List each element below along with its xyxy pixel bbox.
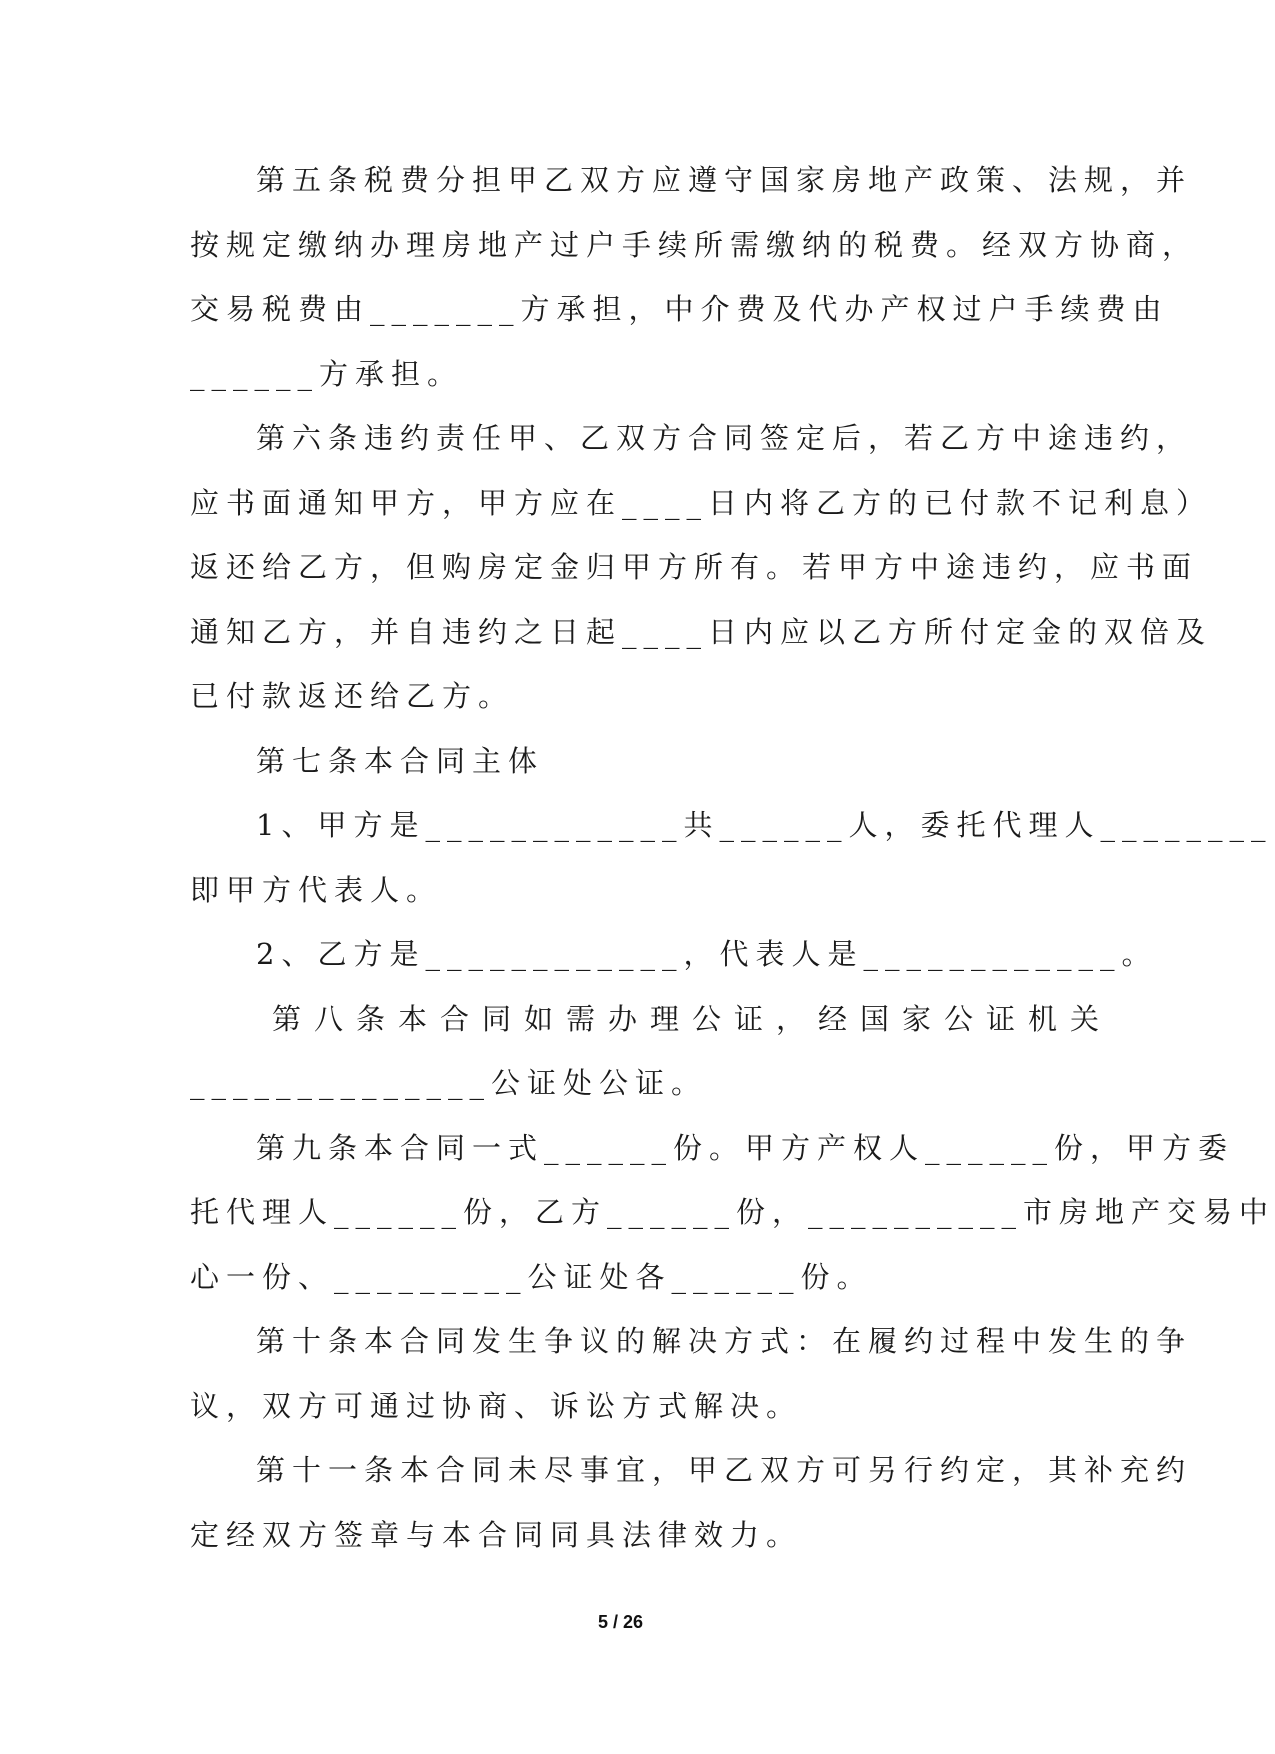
article-11-line-2: 定经双方签章与本合同同具法律效力。 [190,1517,803,1552]
article-6-line-1: 第六条违约责任甲、乙双方合同签定后，若乙方中途违约， [256,421,1193,455]
article-7-item-2: 2、乙方是____________，代表人是____________。 [256,937,1158,971]
article-6-line-5: 已付款返还给乙方。 [190,679,515,713]
article-6-line-3: 返还给乙方，但购房定金归甲方所有。若甲方中途违约，应书面 [190,550,1199,584]
article-5-line-4: ______方承担。 [190,356,464,391]
page-number: 5 / 26 [597,1612,644,1632]
article-8-line-1: 第八条本合同如需办理公证，经国家公证机关 [272,1001,1113,1036]
article-10-line-2: 议，双方可通过协商、诉讼方式解决。 [190,1388,803,1423]
article-11-line-1: 第十一条本合同未尽事宜，甲乙双方可另行约定，其补充约 [256,1453,1193,1487]
article-5-line-3: 交易税费由_______方承担，中介费及代办产权过户手续费由 [190,292,1169,326]
article-5-line-1: 第五条税费分担甲乙双方应遵守国家房地产政策、法规，并 [256,163,1193,197]
article-7-title: 第七条本合同主体 [256,743,545,778]
article-7-item-1-line-2: 即甲方代表人。 [190,872,443,907]
article-10-line-1: 第十条本合同发生争议的解决方式：在履约过程中发生的争 [256,1324,1193,1358]
article-9-line-1: 第九条本合同一式______份。甲方产权人______份，甲方委 [256,1130,1235,1165]
article-6-line-4: 通知乙方，并自违约之日起____日内应以乙方所付定金的双倍及 [190,614,1213,649]
article-6-line-2: 应书面通知甲方，甲方应在____日内将乙方的已付款不记利息） [190,485,1213,520]
document-body [190,148,1275,1567]
article-8-line-2: ______________公证处公证。 [190,1066,708,1100]
article-7-item-1-line-1: 1、甲方是____________共______人，委托代理人________ [256,808,1273,842]
article-5-line-2: 按规定缴纳办理房地产过户手续所需缴纳的税费。经双方协商， [190,227,1199,262]
article-9-line-3: 心一份、_________公证处各______份。 [190,1259,873,1294]
article-9-line-2: 托代理人______份，乙方______份，__________市房地产交易中 [190,1195,1275,1229]
